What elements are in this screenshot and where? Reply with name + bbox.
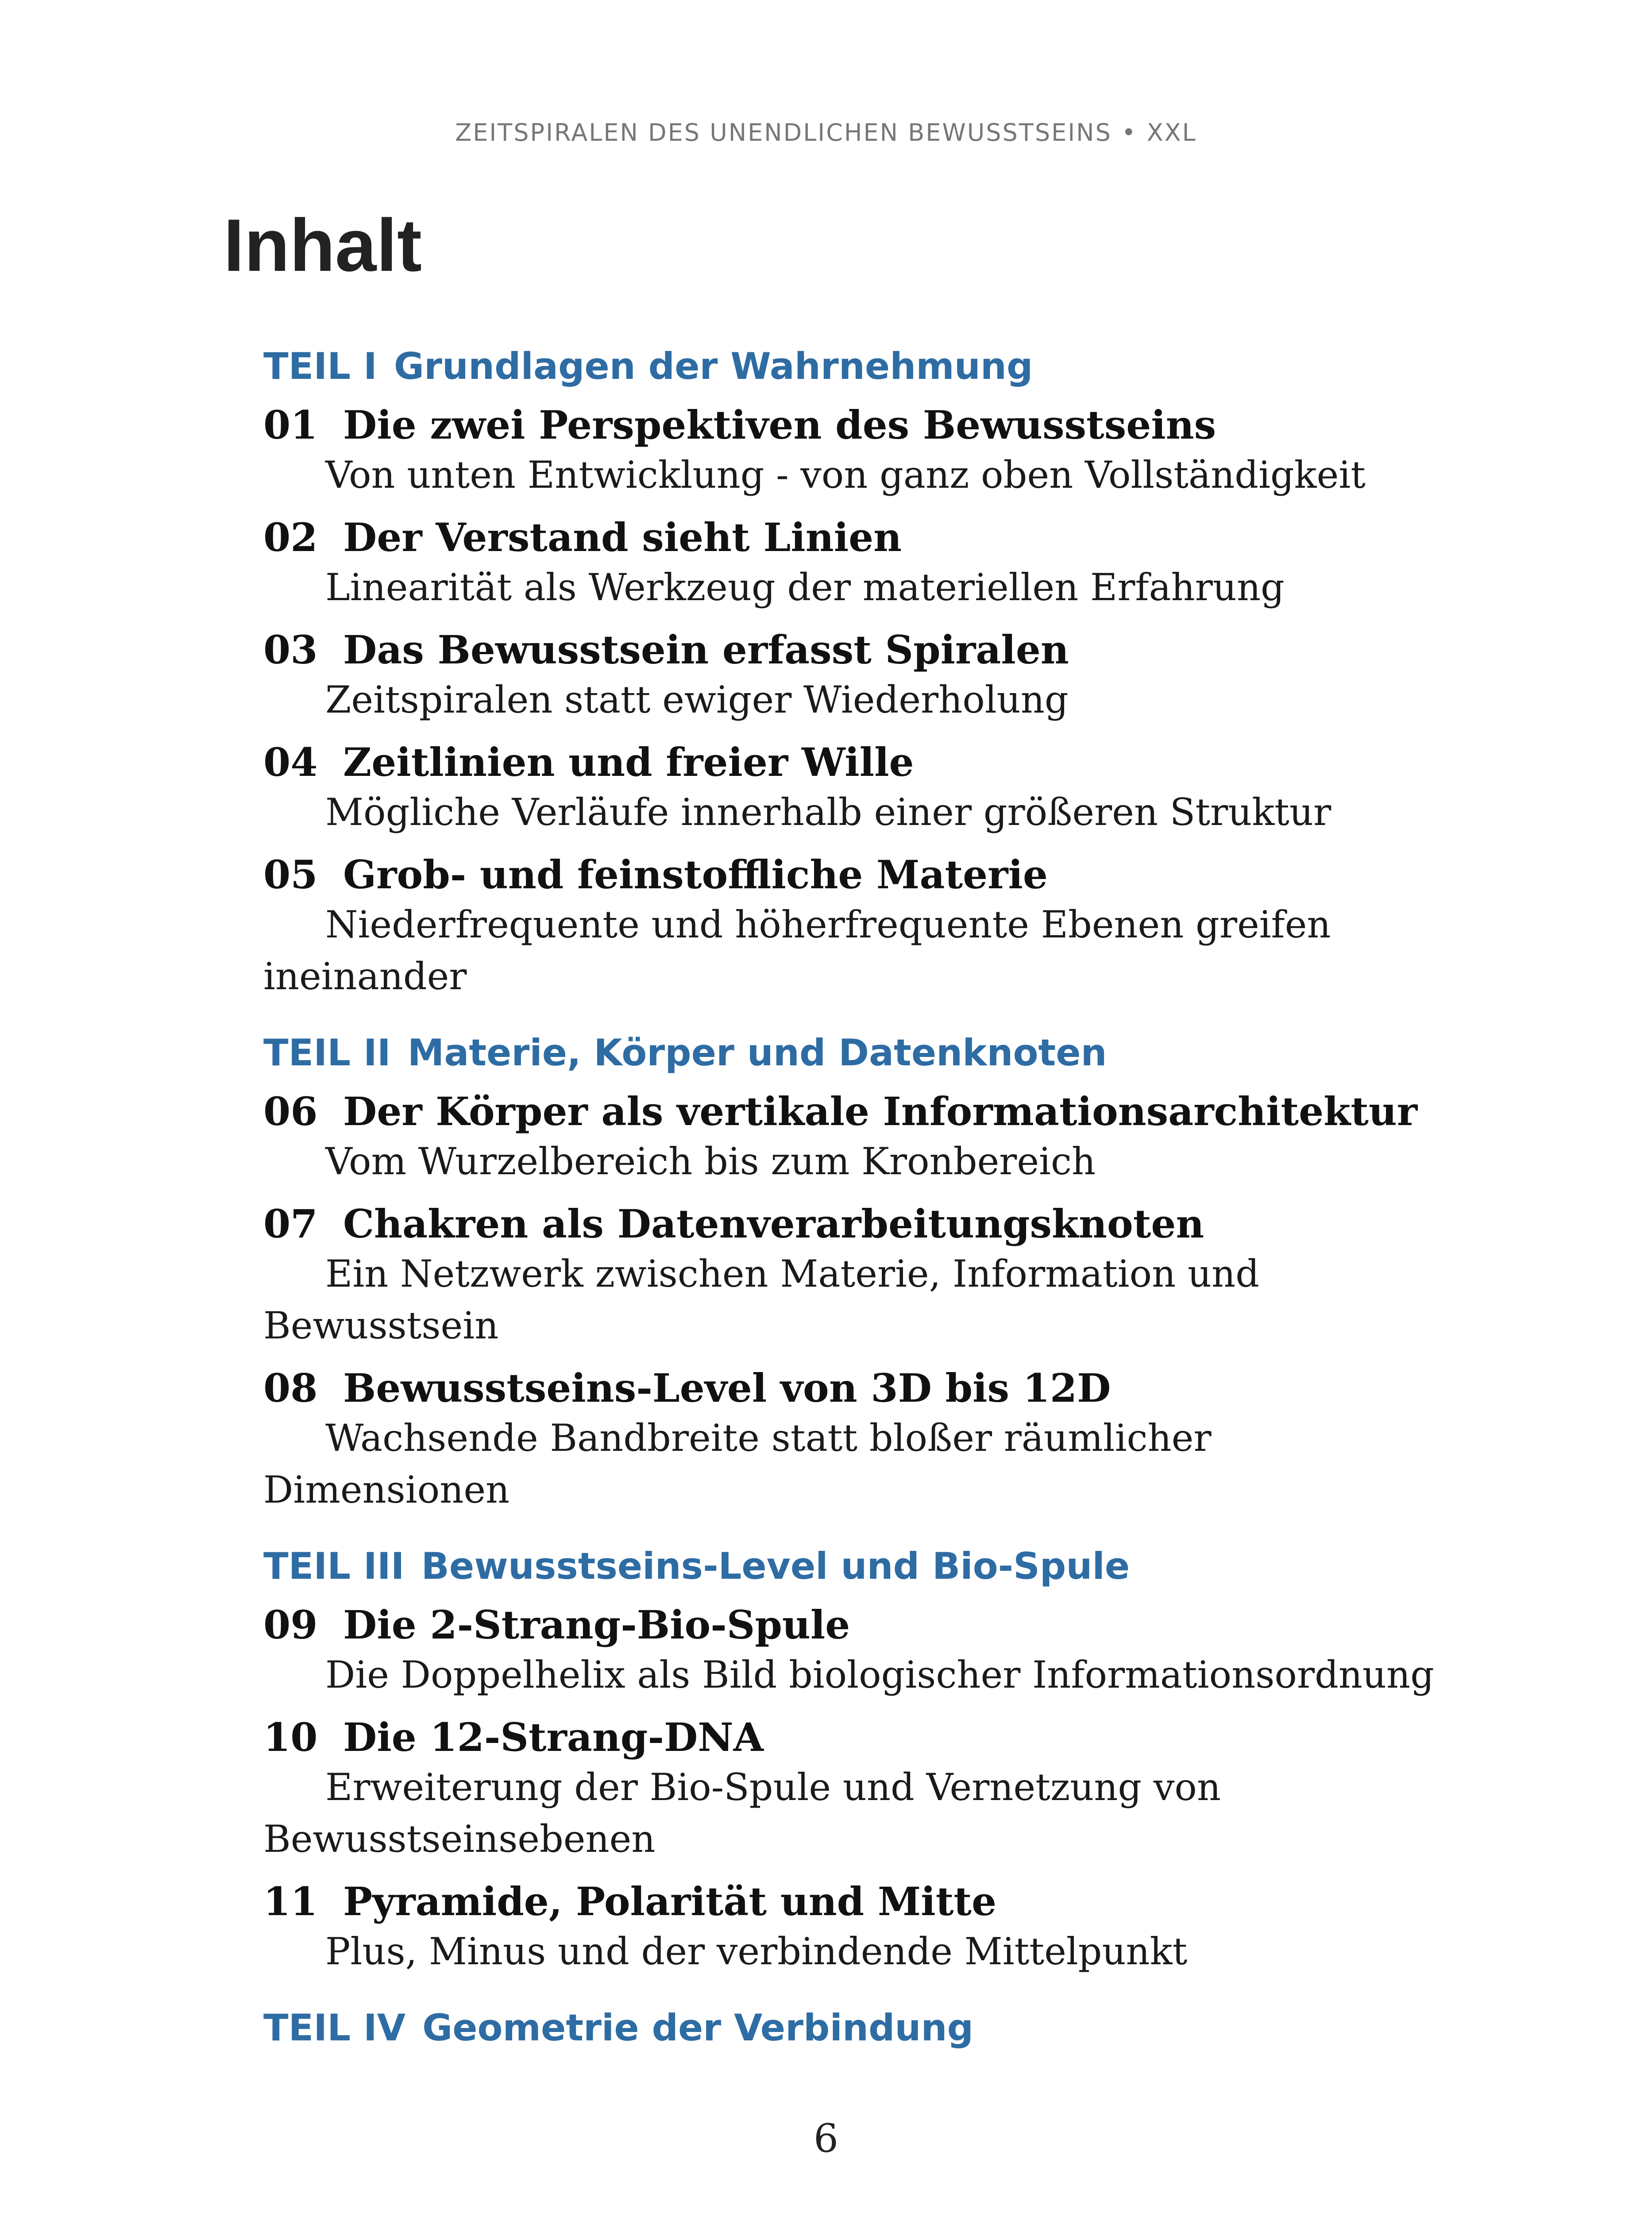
chapter-title: Der Körper als vertikale Informationsarchitektur [343, 1088, 1418, 1134]
chapter-heading [263, 625, 1467, 674]
chapter-number: 09 [263, 1602, 318, 1648]
running-header [0, 119, 1652, 147]
chapter-subtitle: Zeitspiralen statt ewiger Wiederholung [325, 678, 1069, 721]
chapter-heading [263, 1877, 1467, 1926]
toc-entry [263, 401, 1467, 501]
chapter-heading [263, 1087, 1467, 1136]
chapter-title: Das Bewusstsein erfasst Spiralen [343, 627, 1069, 673]
chapter-title: Pyramide, Polarität und Mitte [343, 1878, 996, 1924]
chapter-subtitle: Linearität als Werkzeug der materiellen Erfahrung [325, 566, 1285, 609]
page-title: Inhalt [224, 204, 422, 287]
part-number: TEIL I [263, 345, 377, 388]
chapter-number: 01 [263, 402, 318, 448]
chapter-number: 03 [263, 627, 318, 673]
running-title: ZEITSPIRALEN DES UNENDLICHEN BEWUSSTSEINS [455, 119, 1112, 147]
toc-part [263, 1031, 1467, 1075]
chapter-heading [263, 850, 1467, 899]
chapter-subtitle: Wachsende Bandbreite statt bloßer räumlicher Dimensionen [263, 1416, 1212, 1511]
chapter-title: Die 12-Strang-DNA [343, 1714, 764, 1760]
chapter-number: 02 [263, 514, 318, 560]
chapter-subtitle: Ein Netzwerk zwischen Materie, Information und Bewusstsein [263, 1252, 1259, 1347]
toc-entry [263, 1713, 1467, 1865]
chapter-number: 07 [263, 1201, 318, 1247]
toc-part [263, 344, 1467, 389]
toc-entry [263, 1364, 1467, 1516]
toc-entry [263, 625, 1467, 726]
toc-entry [263, 1199, 1467, 1352]
chapter-title: Die 2-Strang-Bio-Spule [343, 1602, 850, 1648]
chapter-title: Bewusstseins-Level von 3D bis 12D [343, 1365, 1111, 1411]
part-title: Geometrie der Verbindung [422, 2006, 973, 2049]
chapter-subtitle: Vom Wurzelbereich bis zum Kronbereich [325, 1140, 1096, 1183]
chapter-subtitle: Niederfrequente und höherfrequente Ebenen greifen ineinander [263, 903, 1331, 998]
chapter-title: Die zwei Perspektiven des Bewusstseins [343, 402, 1216, 448]
toc-entry [263, 1877, 1467, 1978]
part-number: TEIL II [263, 1031, 391, 1074]
chapter-number: 11 [263, 1878, 318, 1924]
chapter-heading [263, 1364, 1467, 1412]
chapter-heading [263, 401, 1467, 449]
toc-entry [263, 850, 1467, 1002]
chapter-title: Grob- und feinstoffliche Materie [343, 852, 1048, 898]
chapter-title: Der Verstand sieht Linien [343, 514, 902, 560]
page-number: 6 [814, 2116, 838, 2161]
toc-entry [263, 738, 1467, 838]
header-separator: • [1121, 119, 1137, 147]
chapter-number: 10 [263, 1714, 318, 1760]
chapter-title: Zeitlinien und freier Wille [343, 739, 914, 785]
toc-entry [263, 1087, 1467, 1187]
chapter-subtitle: Erweiterung der Bio-Spule und Vernetzung von Bewusstseinsebenen [263, 1766, 1221, 1861]
toc-part [263, 1544, 1467, 1588]
chapter-title: Chakren als Datenverarbeitungsknoten [343, 1201, 1204, 1247]
chapter-heading [263, 513, 1467, 562]
toc-entry [263, 513, 1467, 613]
table-of-contents [263, 344, 1467, 2050]
toc-part [263, 2006, 1467, 2050]
part-number: TEIL IV [263, 2006, 406, 2049]
chapter-number: 06 [263, 1088, 318, 1134]
part-title: Materie, Körper und Datenknoten [407, 1031, 1107, 1074]
chapter-subtitle: Die Doppelhelix als Bild biologischer Informationsordnung [325, 1653, 1434, 1696]
chapter-number: 04 [263, 739, 318, 785]
chapter-subtitle: Plus, Minus und der verbindende Mittelpunkt [325, 1930, 1188, 1973]
chapter-subtitle: Mögliche Verläufe innerhalb einer größeren Struktur [325, 790, 1332, 834]
chapter-number: 08 [263, 1365, 318, 1411]
chapter-number: 05 [263, 852, 318, 898]
part-number: TEIL III [263, 1545, 405, 1588]
toc-entry [263, 1600, 1467, 1701]
chapter-heading [263, 1199, 1467, 1248]
edition-label: XXL [1146, 119, 1197, 147]
chapter-heading [263, 1713, 1467, 1762]
part-title: Bewusstseins-Level und Bio-Spule [421, 1545, 1130, 1588]
chapter-heading [263, 1600, 1467, 1649]
chapter-heading [263, 738, 1467, 787]
part-title: Grundlagen der Wahrnehmung [394, 345, 1033, 388]
chapter-subtitle: Von unten Entwicklung - von ganz oben Vollständigkeit [325, 453, 1366, 497]
